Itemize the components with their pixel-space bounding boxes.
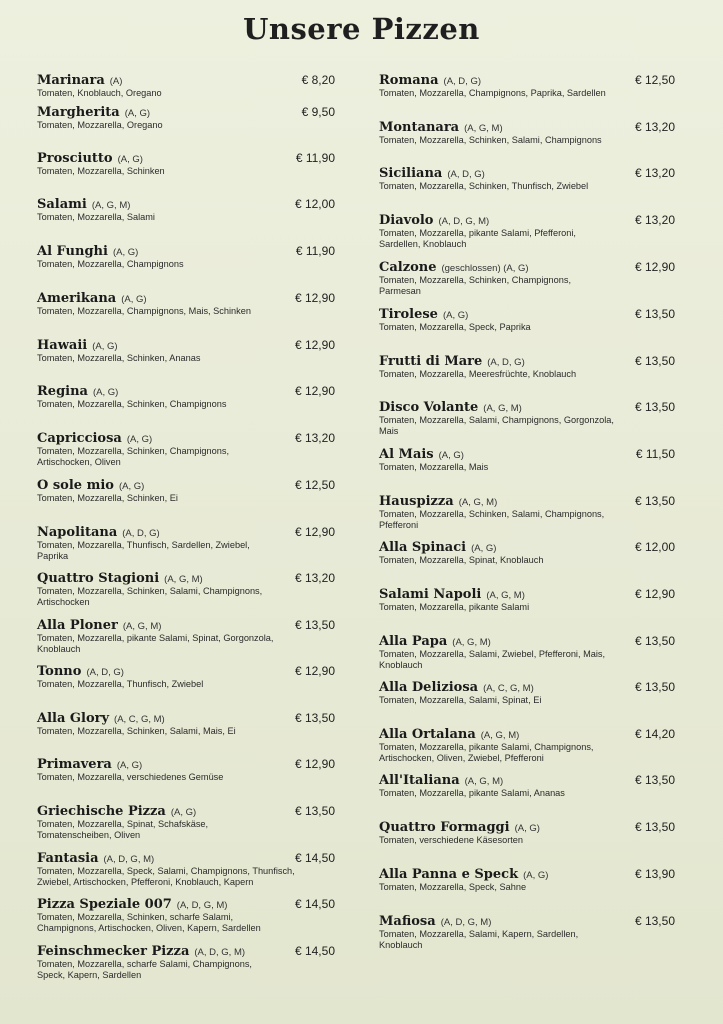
item-description: Tomaten, Mozzarella, Schinken, Salami, Champignons, Pfefferoni <box>379 509 605 530</box>
item-description: Tomaten, Mozzarella, Schinken <box>37 166 165 176</box>
item-name: Griechische Pizza <box>37 804 166 819</box>
item-price: € 14,20 <box>634 727 675 741</box>
menu-item <box>37 664 335 690</box>
item-price: € 13,50 <box>294 618 335 632</box>
item-allergens: (A, G) <box>438 450 464 461</box>
item-price: € 13,50 <box>634 494 675 508</box>
menu-item <box>379 773 675 799</box>
item-description: Tomaten, Mozzarella, pikante Salami, Pfefferoni, Sardellen, Knoblauch <box>379 228 576 249</box>
item-name: Fantasia <box>37 851 99 866</box>
item-description: Tomaten, Mozzarella, Champignons, Paprika, Sardellen <box>379 88 606 98</box>
menu-item <box>37 757 335 783</box>
item-description: Tomaten, Mozzarella, Schinken, scharfe Salami, Champignons, Artischocken, Oliven, Kapern, Sardellen <box>37 912 261 933</box>
item-name: Montanara <box>379 120 460 135</box>
menu-item <box>379 400 675 437</box>
item-price: € 14,50 <box>294 944 335 958</box>
item-allergens: (A, G) <box>523 870 549 881</box>
item-allergens: (A, G, M) <box>480 730 520 741</box>
menu-item <box>379 587 675 613</box>
item-description: Tomaten, Mozzarella, Oregano <box>37 120 163 130</box>
item-name: Diavolo <box>379 213 434 228</box>
item-allergens: (A, G, M) <box>486 590 525 601</box>
menu-item <box>379 727 675 764</box>
item-description: Tomaten, Mozzarella, Schinken, Salami, Champignons <box>379 135 602 145</box>
item-price: € 13,50 <box>634 400 675 414</box>
menu-item <box>379 447 675 473</box>
item-name: Romana <box>379 73 439 88</box>
item-allergens: (A, G, M) <box>91 200 131 211</box>
item-description: Tomaten, Mozzarella, Meeresfrüchte, Knoblauch <box>379 369 577 379</box>
item-description: Tomaten, Mozzarella, Schinken, Champignons <box>37 399 227 409</box>
item-allergens: (A, D, G) <box>122 528 160 539</box>
item-allergens: (A, G) <box>442 310 469 321</box>
menu-item <box>37 804 335 841</box>
menu-item <box>379 494 675 531</box>
item-allergens: (A, G) <box>170 807 197 818</box>
item-price: € 13,50 <box>294 804 335 818</box>
item-price: € 13,50 <box>634 354 675 368</box>
item-description: Tomaten, verschiedene Käsesorten <box>379 835 524 845</box>
item-description: Tomaten, Mozzarella, Schinken, Thunfisch, Zwiebel <box>379 181 589 191</box>
item-name: Tirolese <box>379 307 438 322</box>
item-price: € 13,50 <box>634 820 675 834</box>
item-price: € 13,20 <box>294 571 335 585</box>
menu-item <box>37 431 335 468</box>
item-allergens: (A, G, M) <box>122 621 162 632</box>
menu-item <box>37 525 335 562</box>
item-price: € 12,90 <box>294 664 335 678</box>
item-description: Tomaten, Mozzarella, Thunfisch, Sardellen, Zwiebel, Paprika <box>37 540 250 561</box>
item-name: O sole mio <box>37 478 114 493</box>
item-price: € 13,20 <box>634 120 675 134</box>
item-allergens: (A, G, M) <box>458 497 498 508</box>
item-description: Tomaten, Mozzarella, Salami <box>37 212 155 222</box>
item-description: Tomaten, Mozzarella, Schinken, Salami, Champignons, Artischocken <box>37 586 263 607</box>
item-name: Pizza Speziale 007 <box>37 897 172 912</box>
item-description: Tomaten, Mozzarella, Schinken, Champignons, Parmesan <box>379 275 572 296</box>
item-name: Hawaii <box>37 338 88 353</box>
item-name: Tonno <box>37 664 82 679</box>
menu-item <box>379 540 675 566</box>
item-description: Tomaten, Mozzarella, Spinat, Knoblauch <box>379 555 544 565</box>
item-price: € 12,90 <box>294 291 335 305</box>
item-description: Tomaten, Mozzarella, Schinken, Ananas <box>37 353 201 363</box>
item-name: Siciliana <box>379 166 443 181</box>
item-name: Alla Ortalana <box>379 727 476 742</box>
menu-item <box>37 618 335 655</box>
menu-item <box>379 914 675 951</box>
menu-item <box>379 867 675 893</box>
item-name: Alla Glory <box>37 711 110 726</box>
item-name: Mafiosa <box>379 914 436 929</box>
item-name: Alla Deliziosa <box>379 680 479 695</box>
item-name: Disco Volante <box>379 400 479 415</box>
item-description: Tomaten, Mozzarella, Champignons <box>37 259 184 269</box>
item-description: Tomaten, Mozzarella, Schinken, Champignons, Artischocken, Oliven <box>37 446 230 467</box>
item-name: Quattro Stagioni <box>37 571 160 586</box>
item-name: Prosciutto <box>37 151 113 166</box>
menu-item <box>37 571 335 608</box>
item-name: Margherita <box>37 105 120 120</box>
menu-item <box>37 338 335 364</box>
item-description: Tomaten, Mozzarella, Salami, Champignons, Gorgonzola, Mais <box>379 415 614 436</box>
menu-item <box>379 307 675 333</box>
item-description: Tomaten, Mozzarella, Schinken, Ei <box>37 493 178 503</box>
item-name: Al Funghi <box>37 244 108 259</box>
item-allergens: (A, D, G, M) <box>176 900 228 911</box>
item-allergens: (A, D, G) <box>447 169 485 180</box>
item-name: Salami <box>37 197 87 212</box>
item-name: Alla Spinaci <box>379 540 467 555</box>
menu-item <box>379 73 675 99</box>
menu-item <box>37 151 335 177</box>
menu-item <box>379 260 675 297</box>
item-price: € 12,50 <box>634 73 675 87</box>
item-allergens: (A, D, G, M) <box>438 216 490 227</box>
item-name: Primavera <box>37 757 112 772</box>
item-description: Tomaten, Mozzarella, pikante Salami <box>379 602 530 612</box>
item-price: € 12,50 <box>294 478 335 492</box>
item-allergens: (A, D, G, M) <box>103 854 155 865</box>
item-allergens: (A, G) <box>514 823 540 834</box>
menu-item <box>379 634 675 671</box>
item-price: € 13,90 <box>634 867 675 881</box>
item-price: € 12,90 <box>294 525 335 539</box>
item-allergens: (A, C, G, M) <box>483 683 534 694</box>
item-allergens: (A, G) <box>92 387 119 398</box>
item-allergens: (A, G, M) <box>483 403 522 414</box>
item-price: € 12,00 <box>294 197 335 211</box>
item-price: € 12,90 <box>294 757 335 771</box>
item-allergens: (A, G, M) <box>464 123 503 134</box>
item-allergens: (A, G) <box>92 341 118 352</box>
menu-item <box>37 478 335 504</box>
menu-item <box>37 105 335 131</box>
menu-item <box>37 291 335 317</box>
item-price: € 8,20 <box>301 73 335 87</box>
item-price: € 13,50 <box>634 914 675 928</box>
item-allergens: (A, D, G, M) <box>440 917 492 928</box>
item-price: € 13,20 <box>634 213 675 227</box>
item-name: Al Mais <box>379 447 434 462</box>
item-allergens: (geschlossen) (A, G) <box>441 263 529 274</box>
item-allergens: (A, G) <box>116 760 143 771</box>
item-description: Tomaten, Knoblauch, Oregano <box>37 88 162 98</box>
item-name: Quattro Formaggi <box>379 820 510 835</box>
item-price: € 11,90 <box>295 244 335 258</box>
menu-item <box>379 680 675 706</box>
item-name: Frutti di Mare <box>379 354 483 369</box>
menu-item <box>37 944 335 981</box>
item-allergens: (A, G, M) <box>164 574 203 585</box>
menu-item <box>379 213 675 250</box>
item-allergens: (A, G, M) <box>464 776 504 787</box>
item-description: Tomaten, Mozzarella, verschiedenes Gemüse <box>37 772 224 782</box>
item-allergens: (A, G) <box>117 154 143 165</box>
item-name: Marinara <box>37 73 105 88</box>
menu-item <box>37 711 335 737</box>
item-allergens: (A, D, G, M) <box>194 947 246 958</box>
item-price: € 11,50 <box>635 447 675 461</box>
item-name: Napolitana <box>37 525 118 540</box>
item-description: Tomaten, Mozzarella, scharfe Salami, Champignons, Speck, Kapern, Sardellen <box>37 959 252 980</box>
item-allergens: (A) <box>109 76 123 87</box>
item-name: Calzone <box>379 260 437 275</box>
item-price: € 13,50 <box>634 307 675 321</box>
menu-item <box>37 244 335 270</box>
item-allergens: (A, G) <box>124 108 151 119</box>
item-description: Tomaten, Mozzarella, Speck, Salami, Champignons, Thunfisch, Zwiebel, Artischocken, Pfefferoni, Knoblauch, Kapern <box>37 866 295 887</box>
menu-item <box>379 820 675 846</box>
item-name: Alla Panna e Speck <box>379 867 519 882</box>
menu-item <box>37 73 335 99</box>
item-price: € 13,50 <box>634 773 675 787</box>
item-price: € 12,90 <box>634 587 675 601</box>
menu-item <box>37 897 335 934</box>
item-description: Tomaten, Mozzarella, Salami, Zwiebel, Pfefferoni, Mais, Knoblauch <box>379 649 606 670</box>
item-price: € 14,50 <box>294 851 335 865</box>
item-description: Tomaten, Mozzarella, Mais <box>379 462 489 472</box>
item-price: € 12,90 <box>294 338 335 352</box>
item-description: Tomaten, Mozzarella, Schinken, Salami, Mais, Ei <box>37 726 236 736</box>
item-price: € 11,90 <box>295 151 335 165</box>
item-price: € 12,90 <box>634 260 675 274</box>
item-name: Alla Papa <box>379 634 448 649</box>
item-price: € 9,50 <box>301 105 335 119</box>
item-description: Tomaten, Mozzarella, pikante Salami, Ananas <box>379 788 565 798</box>
item-allergens: (A, D, G) <box>487 357 525 368</box>
item-description: Tomaten, Mozzarella, Salami, Spinat, Ei <box>379 695 542 705</box>
item-name: Feinschmecker Pizza <box>37 944 190 959</box>
item-allergens: (A, C, G, M) <box>114 714 165 725</box>
item-allergens: (A, G, M) <box>452 637 491 648</box>
item-allergens: (A, G) <box>126 434 153 445</box>
item-name: Alla Ploner <box>37 618 118 633</box>
menu-item <box>37 851 335 888</box>
item-description: Tomaten, Mozzarella, pikante Salami, Champignons, Artischocken, Oliven, Zwiebel, Pfefferoni <box>379 742 594 763</box>
item-description: Tomaten, Mozzarella, Thunfisch, Zwiebel <box>37 679 204 689</box>
item-name: Capricciosa <box>37 431 122 446</box>
item-name: Salami Napoli <box>379 587 482 602</box>
menu-item <box>379 120 675 146</box>
item-description: Tomaten, Mozzarella, pikante Salami, Spinat, Gorgonzola, Knoblauch <box>37 633 274 654</box>
item-allergens: (A, G) <box>118 481 145 492</box>
item-allergens: (A, G) <box>471 543 497 554</box>
menu-item <box>37 197 335 223</box>
item-description: Tomaten, Mozzarella, Spinat, Schafskäse, Tomatenscheiben, Oliven <box>37 819 209 840</box>
item-description: Tomaten, Mozzarella, Salami, Kapern, Sardellen, Knoblauch <box>379 929 579 950</box>
item-allergens: (A, D, G) <box>443 76 482 87</box>
item-allergens: (A, G) <box>112 247 139 258</box>
item-price: € 13,50 <box>634 680 675 694</box>
page-title: Unsere Pizzen <box>243 12 480 46</box>
item-description: Tomaten, Mozzarella, Champignons, Mais, Schinken <box>37 306 251 316</box>
menu-item <box>37 384 335 410</box>
item-price: € 13,20 <box>294 431 335 445</box>
item-name: Regina <box>37 384 88 399</box>
item-allergens: (A, G) <box>121 294 147 305</box>
item-allergens: (A, D, G) <box>86 667 124 678</box>
item-description: Tomaten, Mozzarella, Speck, Paprika <box>379 322 531 332</box>
item-description: Tomaten, Mozzarella, Speck, Sahne <box>379 882 527 892</box>
item-price: € 12,90 <box>294 384 335 398</box>
menu-item <box>379 166 675 192</box>
item-price: € 13,20 <box>634 166 675 180</box>
item-price: € 14,50 <box>294 897 335 911</box>
item-price: € 13,50 <box>634 634 675 648</box>
item-name: Amerikana <box>37 291 117 306</box>
item-price: € 13,50 <box>294 711 335 725</box>
item-name: Hauspizza <box>379 494 454 509</box>
item-name: All'Italiana <box>379 773 460 788</box>
menu-item <box>379 354 675 380</box>
item-price: € 12,00 <box>634 540 675 554</box>
